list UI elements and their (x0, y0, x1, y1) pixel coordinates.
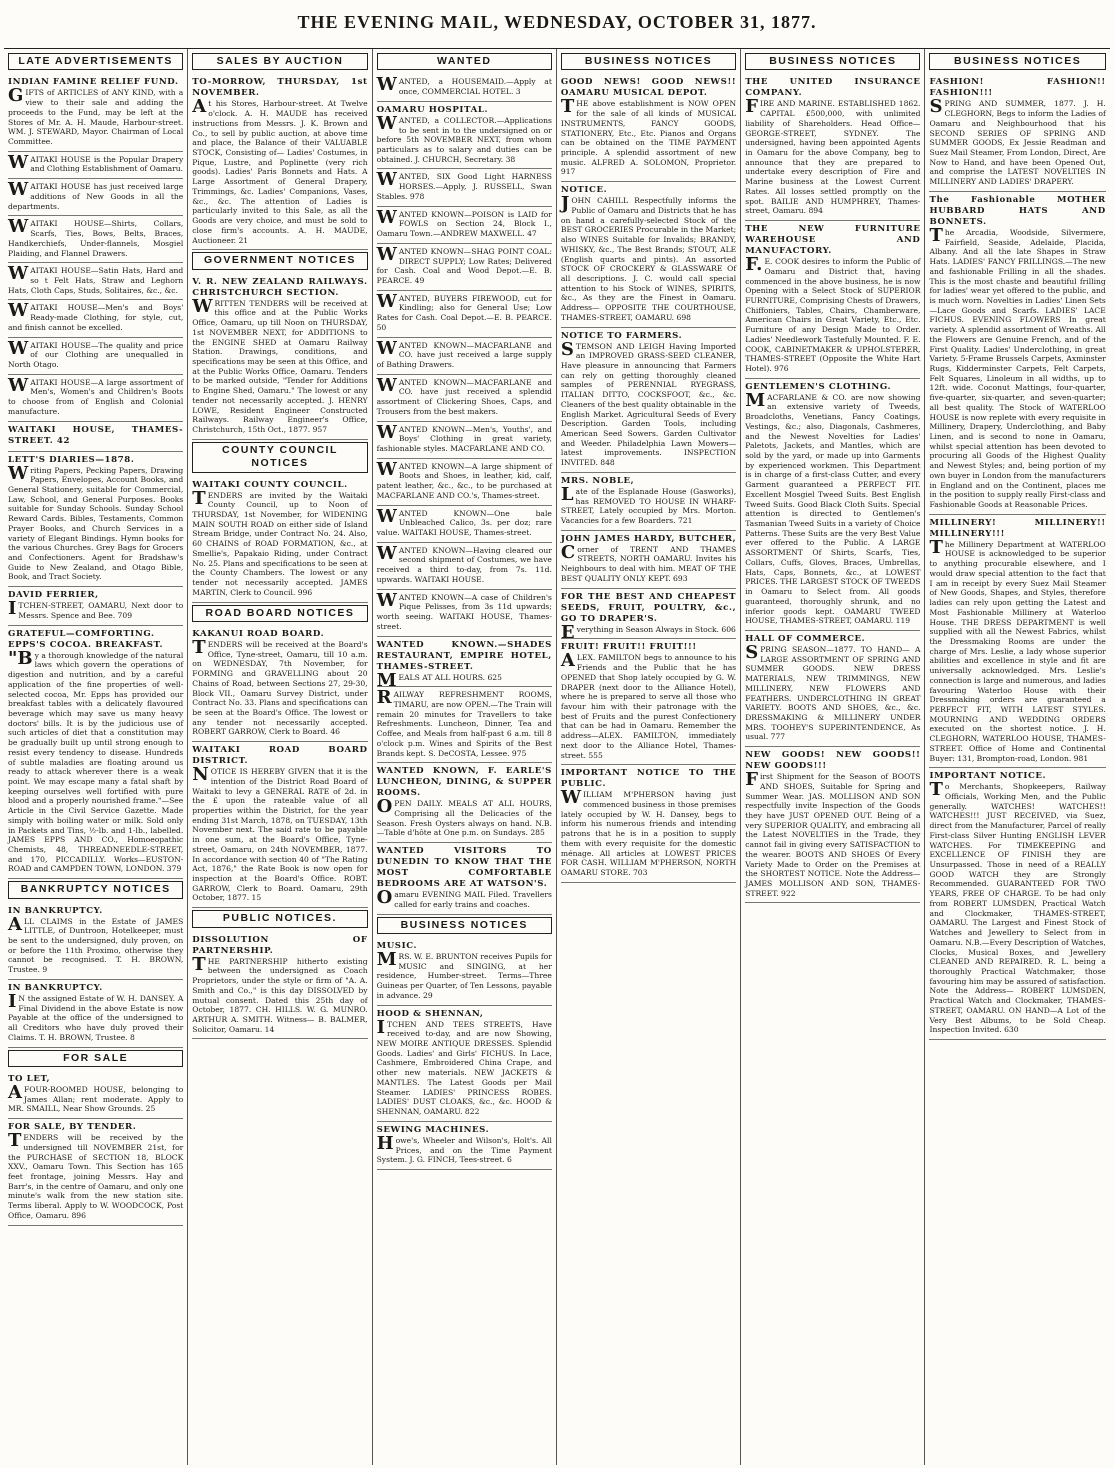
advertisement (377, 207, 552, 244)
ad-body: WILLIAM M'PHERSON having just commenced business in those premises lately occupied by W. H. Dansey, begs to inform his numerous friends and intending patrons that he is in a position to supply them with every requisite for the domestic ménage. All articles at LOWEST PRICES FOR CASH. WILLIAM M'PHERSON, NORTH OAMARU STORE. 703 (560, 787, 737, 877)
ad-title: IMPORTANT NOTICE TO THE PUBLIC. (560, 768, 737, 790)
ad-body: GIFTS of ARTICLES of ANY KIND, with a view to their sale and adding the proceeds to the Fund, may be left at the Stores of Mr. A. H. Maude, Harbour-street. WM. J. STEWARD, Mayor. Chairman of Local Committee. (8, 85, 184, 147)
advertisement (377, 843, 552, 914)
advertisement (8, 452, 183, 588)
ad-title: WANTED KNOWN, F. EARLE'S LUNCHEON, DINING, & SUPPER ROOMS. (376, 766, 552, 799)
section-header: WANTED (377, 53, 552, 70)
advertisement (376, 637, 552, 691)
ad-body: WANTED, a HOUSEMAID.—Apply at once, COMMERCIAL HOTEL. 3 (376, 74, 552, 97)
advertisement (377, 459, 552, 506)
ad-title: SEWING MACHINES. (376, 1124, 490, 1135)
column-6 (925, 49, 1109, 1465)
ad-title: DISSOLUTION OF PARTNERSHIP. (192, 934, 368, 956)
ad-body: "By a thorough knowledge of the natural laws which govern the operations of digestion and nutrition, and by a careful application of the fine properties of well-selected cocoa, Mr. Epps has provided our breakfast tables with a delicately flavoured beverage which may save us many heavy doctors' bills. It is by the judicious use of such articles of diet that a constitution may be gradually built up until strong enough to resist every tendency to disease. Hundreds of subtle maladies are floating around us ready to attack wherever there is a weak point. We may escape many a fatal shaft by keeping ourselves well fortified with pure blood and a properly nourished frame."—See Article in the Civil Service Gazette. Made simply with boiling water or milk. Sold only in Packets and Tins, ½-lb. and 1-lb., labelled. JAMES EPPS AND CO., Homoeopathic Chemists, 48, THREADNEEDLE-STREET, and 170, PICCADILLY. Works—EUSTON-ROAD and CAMPDEN TOWN, LONDON. 379 (8, 647, 184, 874)
ad-title: GENTLEMEN'S CLOTHING. (745, 381, 892, 392)
advertisement (561, 473, 736, 531)
column-1 (4, 49, 188, 1465)
advertisement (561, 74, 736, 182)
advertisement (192, 477, 367, 603)
ad-title: TO-MORROW, THURSDAY, 1st NOVEMBER. (192, 77, 368, 99)
ad-body: WANTED, BUYERS FIREWOOD, cut for Kindling; also for General Use; Low Rates for Cash. Coal Depot.—E. B. PEARCE. 50 (376, 290, 552, 332)
advertisement (929, 515, 1105, 769)
advertisement (377, 938, 552, 1006)
advertisement (560, 589, 737, 643)
ad-body: FIRE AND MARINE. ESTABLISHED 1862. CAPITAL £500,000, with unlimited liability of Shareholders. Head Office—GEORGE-STREET, SYDNEY. The undersigned, having been appointed Agents in Oamaru for the above Company, beg to announce that they are prepared to undertake every description of Fire and Marine business at the Lowest Current Rates. All losses settled promptly on the spot. BAILIE AND HUMPHREY, Thames-street, Oamaru. 894 (745, 96, 921, 216)
ad-title: JOHN JAMES HARDY, BUTCHER, (560, 533, 737, 544)
advertisement (745, 221, 920, 379)
advertisement (377, 763, 552, 843)
section-header: BUSINESS NOTICES (745, 53, 920, 70)
ad-body: To Merchants, Shopkeepers, Railway Officials, Working Men, and the Public generally. WATCHES! WATCHES!! WATCHES!!! JUST RECEIVED, via Suez, direct from the Manufacturer, Parcel of really First-class Silver Hunting ENGLISH LEVER WATCHES. For TIMEKEEPING and EXCELLENCE OF FINISH they are Unsurpassed. Those in need of a REALLY GOOD WATCH they are Strongly Recommended. GUARANTEED FOR TWO YEARS, FREE OF CHARGE. To be had only from ROBERT LUMSDEN, Practical Watch and Clockmaker, THAMES-STREET, OAMARU. The Largest and Finest Stock of Watches and Jewellery to Select from in Oamaru. N.B.—Every Description of Watches, Clocks, Musical Boxes, and Jewellery CLEANED AND REPAIRED. R. L. being a thoroughly Practical Watchmaker, those favouring him may be assured of satisfaction. Note the Address— ROBERT LUMSDEN, Practical Watch and Clockmaker, THAMES-STREET, OAMARU. ON HAND—A Lot of the Very Best Albums, to be Sold Cheap. Inspection Invited. 630 (929, 779, 1106, 1035)
ad-title: NOTICE. (560, 185, 608, 196)
ad-title: INDIAN FAMINE RELIEF FUND. (8, 77, 179, 88)
advertisement (929, 768, 1105, 1040)
ad-body: JOHN CAHILL Respectfully informs the Public of Oamaru and Districts that he has on hand a carefully-selected Stock of the BEST GROCERIES Procurable in the Market; also WINES Suitable for Invalids; BRANDY, WHISKY, &c., The Best Brands; STOUT, ALE (English quarts and pints). An assorted STOCK OF CROCKERY & GLASSWARE Of all descriptions. J. C. would call special attention to his Stock of WINES, SPIRITS, &c., As they are the Finest in Oamaru. Address— OPPOSITE THE COURTHOUSE, THAMES-STREET, OAMARU. 698 (560, 193, 737, 322)
ad-title: IN BANKRUPTCY. (8, 905, 103, 916)
ad-body: First Shipment for the Season of BOOTS AND SHOES, Suitable for Spring and Summer Wear. JAS. MOLLISON AND SON respectfully invite Inspection of the Goods they have JUST OPENED OUT. Being of a very SUPERIOR QUALITY, and embracing all the Latest NOVELTIES in the Trade, they cannot fail in giving every SATISFACTION to the wearer. BOOTS AND SHOES Of Every Variety Made to Order on the Premises at the SHORTEST NOTICE. Note the Address— JAMES MOLLISON AND SON, THAMES-STREET. 922 (745, 769, 921, 898)
ad-title: V. R. NEW ZEALAND RAILWAYS. CHRISTCHURCH SECTION. (192, 276, 368, 298)
ad-body: At his Stores, Harbour-street. At Twelve o'clock. A. H. MAUDE has received instructions from Messrs. J. K. Brown and Co., to sell by public auction, at above time and place, the Balance of their VALUABLE STOCK, Consisting of— Ladies' Costumes, in Pique, Lustre, and Poplinette (very rich goods). Ladies' Paris Bonnets and Hats. A Large Assortment of General Drapery, Trimmings, &c. Ladies' Companions, Vases, &c., &c. The attention of Ladies is particularly invited to this Sale, as all the Goods are very choice, and must be sold to close firm's accounts. A. H. MAUDE, Auctioneer. 21 (192, 96, 368, 245)
ad-body: STEMSON AND LEIGH Having Imported an IMPROVED GRASS-SEED CLEANER, Have pleasure in announcing that Farmers can rely on getting thoroughly cleaned samples of PERENNIAL RYEGRASS, ITALIAN DITTO, COCKSFOOT, &c., &c. Cleaners of the best quality obtainable in the English Market. Agricultural Seeds of Every Description. Garden Tools, including American Seed Sowers. Garden Cultivator and Weeder. Philadelphia Lawn Mowers—latest improvements. INSPECTION INVITED. 848 (560, 338, 737, 468)
advertisement (377, 375, 552, 422)
ad-body: Corner of TRENT AND THAMES STREETS, NORTH OAMARU. Invites his Neighbours to deal with him. MEAT OF THE BEST QUALITY ONLY KEPT. 693 (560, 541, 737, 583)
ad-title: The Fashionable MOTHER HUBBARD HATS AND BONNETS. (929, 194, 1106, 227)
ad-title: OAMARU HOSPITAL. (376, 104, 489, 115)
advertisement (8, 903, 183, 980)
ad-body: Late of the Esplanade House (Gasworks), has REMOVED TO HOUSE IN WHARF-STREET, Lately occupied by Mrs. Morton. Vacancies for a few Boarders. 721 (560, 483, 737, 526)
ad-title: WAITAKI ROAD BOARD DISTRICT. (192, 745, 368, 767)
ad-body: WANTED KNOWN—MACFARLANE and CO. have just received a splendid assortment of Clickering Shoes, Caps, and Trousers from the best makers. (376, 374, 552, 416)
section-header: FOR SALE (8, 1050, 183, 1067)
advertisement (377, 506, 552, 543)
ad-title: THE NEW FURNITURE WAREHOUSE AND MANUFACTORY. (745, 224, 921, 257)
ad-title: IN BANKRUPTCY. (8, 982, 103, 993)
advertisement (561, 531, 736, 589)
ad-title: MRS. NOBLE, (560, 475, 635, 486)
advertisement (377, 291, 552, 338)
ad-body: WANTED KNOWN—SHAG POINT COAL: DIRECT SUPPLY; Low Rates; Delivered for Cash. Coal and Wood Depot.—E. B. PEARCE. 49 (376, 243, 552, 285)
ad-body: ALL CLAIMS in the Estate of JAMES LITTLE, of Duntroon, Hotelkeeper, must be sent to the undersigned, duly proven, on or before the 11th Proximo, otherwise they cannot be recognised. T. H. BROWN, Trustee. 9 (8, 913, 184, 975)
advertisement (377, 687, 552, 763)
ad-body: IN the assigned Estate of W. H. DANSEY. A Final Dividend in the above Estate is now Payable at the office of the undersigned to all Creditors who have duly proved their Claims. T. H. BROWN, Trustee. 8 (8, 990, 184, 1042)
section-header: ROAD BOARD NOTICES (192, 605, 367, 622)
ad-title: FRUIT! FRUIT!! FRUIT!!! (560, 642, 697, 653)
ad-body: MEALS AT ALL HOURS. 625 (376, 669, 502, 691)
ad-title: FOR SALE, BY TENDER. (8, 1122, 137, 1133)
ad-body: THE above establishment is NOW OPEN for the sale of all kinds of MUSICAL INSTRUMENTS, FANCY GOODS, STATIONERY, Etc., Etc. Pianos and Organs can be obtained on the TIME PAYMENT principle. A splendid assortment of new music. ALFRED A. SOLOMON, Proprietor. 917 (560, 96, 737, 177)
ad-body: The Arcadia, Woodside, Silvermere, Fairfield, Seaside, Adelaide, Placida, Albany. And all the late Shapes in Straw Hats. LADIES' FANCY FRILLINGS.—The new and fashionable Frilling in all the shades. This is the most chaste and beautiful frilling for ladies' wear yet offered to the public, and is much worn. Novelties in Ladies' Linen Sets—Lace Goods and Scarfs. LADIES' LACE FICHUS. EVENING FLOWERS In great variety. A splendid assortment of Wreaths. All the Flowers are Genuine French, and of the First Quality. Ladies' Underclothing, in great Variety. 5-Frame Brussels Carpets, Axminster Rugs, Kidderminster Carpets, Felt Carpets, Felt Squares, Linoleum in all widths, up to 12ft. wide. Coconut Mattings, four-quarter, five-quarter, six-quarter, and seven-quarter; all best quality. The Stock of WATERLOO HOUSE is now replete with every requisite in Millinery, Drapery, Underclothing, and Baby Linen, and is second to none in Oamaru, whilst special attention has been devoted to procuring all Goods of the Highest Quality and Newest Styles; and, being portion of my own buyer in London from the manufacturers in England and on the Continent, places me in the position to supply really First-class and Fashionable Goods at Reasonable Prices. (929, 224, 1106, 510)
advertisement (377, 74, 552, 101)
advertisement (192, 932, 367, 1040)
ad-body: WAITAKI HOUSE—A large assortment of Men's, Women's and Children's Boots to choose from of English and Colonial manufacture. (8, 374, 184, 416)
ad-title: NOTICE TO FARMERS. (560, 330, 683, 341)
ad-body: WANTED KNOWN—Men's, Youths', and Boys' Clothing in great variety, fashionable styles. MACFARLANE AND CO. (376, 421, 552, 453)
section-header: PUBLIC NOTICES. (192, 910, 367, 927)
ad-body: MACFARLANE & CO. are now showing an extensive variety of Tweeds, Broadcloths, Venetians, Fancy Coatings, Vestings, &c.; also, Diagonals, Cashmeres, and the Newest Novelties for Ladies' Paletots, Jackets, and Mantles, which are sold by the yard, or made up into Garments by experienced workmen. This Department is in charge of a first-class Cutter, and every Garment guaranteed a PERFECT FIT. Excellent Mosgiel Tweed Suits. Best English Tweed Suits. Good Black Cloth Suits. Special attention is directed to Gentlemen's Tasmanian Tweed Suits in a variety of Choice Patterns. These Suits are the very Best Value ever offered to the Public. A LARGE ASSORTMENT Of Shirts, Scarfs, Ties, Collars, Cuffs, Gloves, Braces, Umbrellas, Hats, Caps, Bonnets, &c., at LOWEST PRICES. THE LARGEST STOCK OF TWEEDS in Oamaru to Select from. All goods guaranteed, thoroughly shrunk, and no inferior goods kept. OAMARU TWEED HOUSE, THAMES-STREET, OAMARU. 119 (745, 389, 921, 626)
advertisement (745, 747, 920, 903)
advertisement (377, 543, 552, 590)
ad-title: HALL OF COMMERCE. (745, 633, 866, 644)
advertisement (377, 169, 552, 206)
ad-title: LETT'S DIARIES—1878. (8, 454, 135, 465)
ad-title: FOR THE BEST AND CHEAPEST SEEDS, FRUIT, POULTRY, &c., GO TO DRAPER'S. (560, 591, 737, 624)
column-2 (188, 49, 372, 1465)
ad-title: NEW GOODS! NEW GOODS!! NEW GOODS!!! (745, 750, 921, 772)
advertisement (192, 626, 367, 742)
ad-title: WANTED VISITORS TO DUNEDIN TO KNOW THAT THE MOST COMFORTABLE BEDROOMS ARE AT WATSON'S. (376, 846, 552, 890)
advertisement (745, 379, 920, 631)
ad-title: WAITAKI HOUSE, THAMES-STREET. 42 (8, 424, 184, 446)
advertisement (8, 422, 183, 452)
advertisement (8, 1119, 183, 1225)
ad-body: The Millinery Department at WATERLOO HOUSE is acknowledged to be superior to anything procurable elsewhere, and I would draw special attention to the fact that I am in receipt by every Suez Mail Steamer of New Goods, Shapes, and Styles, therefore ladies can rely upon getting the Latest and Most Fashionable Millinery at Waterloo House. THE DRESS DEPARTMENT is well supplied with all the Newest Fabrics, whilst the Dressmaking Rooms are under the charge of Mrs. Leslie, a lady whose superior abilities and excellence in style and fit are universally acknowledged. Mrs. Leslie's connection is large and numerous, and ladies favouring Waterloo House with their Dressmaking orders are guaranteed a PERFECT FIT, WITH LATEST STYLES. MOURNING AND WEDDING ORDERS executed on the shortest notice. J. H. CLEGHORN, WATERLOO HOUSE, THAMES-STREET. Office of Home and Continental Buyer: 131, Brompton-road, London. 981 (929, 536, 1106, 763)
ad-title: KAKANUI ROAD BOARD. (192, 628, 325, 639)
section-header: BUSINESS NOTICES (561, 53, 736, 70)
column-4 (557, 49, 741, 1465)
ad-body: WANTED KNOWN—One bale Unbleached Calico, 3s. per doz; rare value. WAITAKI HOUSE, Thames-street. (376, 505, 552, 538)
advertisement (561, 182, 736, 327)
ad-body: SPRING SEASON—1877. TO HAND— A LARGE ASSORTMENT OF SPRING AND SUMMER GOODS. NEW DRESS MATERIALS, NEW TRIMMINGS, NEW MILLINERY, NEW FLOWERS AND FEATHERS. UNDERCLOTHING IN GREAT VARIETY. BOOTS AND SHOES, &c., &c. DRESSMAKING & MILLINERY UNDER MRS. TOOHEY'S SUPERINTENDENCE, As usual. 777 (745, 641, 921, 742)
ad-title: GOOD NEWS! GOOD NEWS!! OAMARU MUSICAL DEPOT. (560, 77, 737, 99)
advertisement (377, 244, 552, 291)
ad-body: TENDERS are invited by the Waitaki County Council, up to Noon of THURSDAY, 1st November, for WIDENING MAIN SOUTH ROAD on either side of Island Stream Bridge, under Contract No. 24. Also, 60 CHAINS of ROAD FORMATION, &c., at Smellie's, Papakaio Riding, under Contract No. 25. Plans and specifications to be seen at the County Chambers. The lowest or any tender not necessarily accepted. JAMES MARTIN, Clerk to Council. 996 (192, 487, 368, 597)
ad-body: F.E. COOK desires to inform the Public of Oamaru and District that, having commenced in the above business, he is now Opening with a Select Stock of SUPERIOR FURNITURE, Comprising Chests of Drawers, Chiffoniers, Tables, Chairs, Chamberware, American Chairs in Great Variety, Etc., Etc. Furniture of any Design Made to Order. Ladies' Needlework Tastefully Mounted. F. E. COOK, CABINETMAKER & UPHOLSTERER, THAMES-STREET (Opposite the White Hart Hotel). 976 (745, 254, 921, 373)
ad-body: WAITAKI HOUSE—Shirts, Collars, Scarfs, Ties, Bows, Belts, Braces, Handkerchiefs, Under-flannels, Mosgiel Plaiding, and Flannel Drawers. (8, 216, 184, 258)
ad-title: THE UNITED INSURANCE COMPANY. (745, 77, 921, 99)
ad-body: WAITAKI HOUSE—The quality and price of our Clothing are unequalled in North Otago. (8, 337, 184, 369)
section-header: BANKRUPTCY NOTICES (8, 881, 183, 898)
ad-body: OPEN DAILY. MEALS AT ALL HOURS, Comprising all the Delicacies of the Season. Fresh Oysters always on hand. N.B.—Table d'hôte at One p.m. on Sundays. 285 (376, 796, 552, 838)
ad-title: WAITAKI COUNTY COUNCIL. (192, 479, 348, 490)
advertisement (377, 1006, 552, 1122)
ad-body: WANTED, a COLLECTOR.—Applications to be sent in to the undersigned on or before 5th NOVEMBER NEXT, from whom particulars as to salary and duties can be obtained. J. CHURCH, Secretary. 38 (376, 112, 552, 164)
advertisement (8, 626, 183, 880)
advertisement (745, 631, 920, 747)
advertisement (8, 300, 183, 337)
advertisement (8, 980, 183, 1048)
advertisement (561, 328, 736, 473)
ad-body: WAITAKI HOUSE is the Popular Drapery and Clothing Establishment of Oamaru. (8, 151, 184, 174)
ad-title: GRATEFUL—COMFORTING. EPPS'S COCOA. BREAKFAST. (8, 628, 164, 650)
advertisement (377, 590, 552, 637)
ad-body: ITCHEN AND TEES STREETS, Have received to-day, and are now Showing, NEW MOIRE ANTIQUE DRESSES. Splendid Goods. Ladies' and Girls' FICHUS. In Lace, Cashmere, Embroidered China Crape, and other new materials. NEW JACKETS & MANTLES. The Latest Goods per Mail Steamer. LADIES' PRINCESS ROBES. LADIES' DUST CLOAKS, &c., &c. HOOD & SHENNAN, OAMARU. 822 (376, 1016, 552, 1117)
ad-body: TENDERS will be received at the Board's Office, Tyne-street, Oamaru, till 10 a.m. on WEDNESDAY, 7th November, for FORMING and GRAVELLING about 20 Chains of Road, between Sections 27, 29-30, Block VII., Oamaru Survey District, under Contract No. 33. Plans and specifications can be seen at the Board's Office. The lowest or any tender not necessarily accepted. ROBERT GARROW, Clerk to Board. 46 (192, 636, 368, 737)
advertisement (8, 587, 183, 625)
advertisement (8, 1071, 183, 1119)
column-5 (741, 49, 925, 1465)
advertisement (192, 742, 367, 908)
ad-body: WANTED KNOWN—POISON is LAID for FOWLS on Section 24, Block I., Oamaru Town.—ANDREW MAXWELL. 47 (376, 206, 552, 239)
ad-body: WANTED KNOWN—A case of Children's Pique Pelisses, from 3s 11d upwards; worth seeing. WAITAKI HOUSE, Thames-street. (376, 589, 552, 631)
ad-body: WANTED KNOWN—A large shipment of Boots and Shoes, in leather, kid, calf, patent leather, &c., &c., to be purchased at MACFARLANE AND CO.'s, Thames-street. (376, 458, 552, 500)
ad-body: WRITTEN TENDERS will be received at this office and at the Public Works Office, Oamaru, up till Noon on THURSDAY, 1st NOVEMBER NEXT, for ADDITIONS to the ENGINE SHED at Oamaru Railway Station. Drawings, conditions, and specifications may be seen at this Office, and at the Public Works Office, Oamaru. Tenders to be marked outside, "Tender for Additions to Engine Shed, Oamaru." The lowest or any tender not necessarily accepted. J. HENRY LOWE, Resident Engineer Constructed Railways. Railway Engineer's Office, Christchurch, 15th Oct., 1877. 957 (192, 295, 368, 434)
ad-title: MUSIC. (376, 941, 418, 951)
advertisement (561, 639, 736, 765)
ad-title: IMPORTANT NOTICE. (929, 771, 1047, 782)
ad-title: HOOD & SHENNAN, (376, 1008, 484, 1019)
ad-body: NOTICE IS HEREBY GIVEN that it is the intention of the District Road Board of Waitaki to levy a GENERAL RATE of 2d. in the £ upon the rateable value of all properties within the District, for the year ending 31st March, 1878, on TUESDAY, 13th November next. The said rate to be payable in one sum, at the Board's Office, Tyne-street, Oamaru, on 24th NOVEMBER, 1877. In accordance with section 40 of "The Rating Act, 1876," the Rate Book is now open for inspection at the Board's Office. ROBT. GARROW, Clerk to Board. Oamaru, 29th October, 1877. 15 (192, 764, 368, 903)
advertisement (192, 74, 367, 250)
ad-body: MRS. W. E. BRUNTON receives Pupils for MUSIC and SINGING, at her residence, Humber-street. Terms—Three Guineas per Quarter, of Ten Lessons, payable in advance. 29 (376, 949, 552, 1000)
section-header: GOVERNMENT NOTICES (192, 252, 367, 269)
section-header: BUSINESS NOTICES (929, 53, 1105, 70)
advertisement (377, 422, 552, 459)
ad-body: AFOUR-ROOMED HOUSE, belonging to James Allan; rent moderate. Apply to MR. SMAILL, Near Show Grounds. 25 (8, 1081, 184, 1114)
ad-body: Everything in Season Always in Stock. 606 (560, 621, 736, 643)
ad-body: Howe's, Wheeler and Wilson's, Holt's. All Prices, and on the Time Payment System. J. G. FINCH, Tees-street. 6 (376, 1132, 552, 1165)
advertisement (8, 263, 183, 300)
advertisement (377, 1122, 552, 1170)
ad-body: WAITAKI HOUSE—Satin Hats, Hard and so t Felt Hats, Straw and Leghorn Hats, Cloth Caps, Studs, Solitaires, &c., &c. (8, 263, 184, 295)
advertisement (745, 74, 920, 221)
ad-body: WAITAKI HOUSE—Men's and Boys' Ready-made Clothing, for style, cut, and finish cannot be excelled. (8, 300, 184, 332)
advertisement (8, 179, 183, 216)
ad-title: DAVID FERRIER, (8, 590, 99, 601)
advertisement (8, 338, 183, 375)
ad-body: WANTED, SIX Good Light HARNESS HORSES.—Apply, J. RUSSELL, Swan Stables. 978 (376, 169, 552, 201)
ad-body: THE PARTNERSHIP hitherto existing between the undersigned as Coach Proprietors, under the style or firm of "A. A. Smith and Co.," is this day DISSOLVED by mutual consent. Dated this 25th day of October, 1877. CH. HILLS. W. G. MUNRO. ARTHUR A. SMITH. Witness— B. BALMER, Solicitor, Oamaru. 14 (192, 953, 368, 1034)
section-header: LATE ADVERTISEMENTS (8, 53, 183, 70)
ad-body: WANTED KNOWN—Having cleared our second shipment of Costumes, we have received a third to-day, from 7s. 11d. upwards. WAITAKI HOUSE. (376, 542, 552, 584)
ad-title: TO LET, (8, 1073, 51, 1084)
ad-body: RAILWAY REFRESHMENT ROOMS, TIMARU, are now OPEN.—The Train will remain 20 minutes for Travellers to take Refreshments. Luncheon, Dinner, Tea and Coffee, and Meals from half-past 6 a.m. till 8 o'clock p.m. Wines and Spirits of the Best Brands kept. S. DeCOSTA, Lessee. 975 (376, 687, 552, 758)
advertisement (192, 274, 367, 440)
newspaper-page (4, 48, 1110, 1465)
ad-title: MILLINERY! MILLINERY!! MILLINERY!!! (929, 517, 1106, 539)
advertisement (8, 152, 183, 179)
ad-body: Writing Papers, Pecking Papers, Drawing Papers, Envelopes, Account Books, and General Stationery, suitable for Commercial, Law, School, and General Purposes. Books suitable for Sunday Schools. Sunday School Reward Cards. Bibles, Testaments, Common Prayer Books, and Church Services in a variety of Elegant Bindings. Hymn books for the various Churches. Grey Bags for Grocers and Confectioners. Agent for Bradshaw's Guide to New Zealand, and Otago Bible, Book, and Tract Society. (8, 462, 184, 582)
ad-body: SPRING AND SUMMER, 1877. J. H. CLEGHORN, Begs to inform the Ladies of Oamaru and Neighbourhood that his SECOND SERIES OF SPRING AND SUMMER GOODS, Ex Jessie Readman and Suez Mail Steamer, From London, Direct, Are Now to Hand, and have been Opened Out, and comprise the LATEST NOVELTIES IN MILLINERY AND LADIES' DRAPERY. (929, 96, 1106, 187)
ad-title: FASHION! FASHION!! FASHION!!! (929, 77, 1106, 99)
masthead: THE EVENING MAIL, WEDNESDAY, OCTOBER 31, 1877. (297, 12, 817, 32)
section-header: SALES BY AUCTION (192, 53, 367, 70)
advertisement (561, 765, 736, 882)
ad-body: Oamaru EVENING MAIL Filed. Travellers called for early trains and coaches. (376, 887, 552, 909)
advertisement (377, 338, 552, 375)
advertisement (377, 102, 552, 170)
ad-body: TENDERS will be received by the undersigned till NOVEMBER 21st, for the PURCHASE of SECTION 18, BLOCK XXV., Oamaru Town. This Section has 165 feet frontage, joining Messrs. Hay and Barr's, in the centre of Oamaru, and only one minute's walk from the new station site. Terms liberal. Apply to W. WOODCOCK, Post Office, Oamaru. 896 (8, 1130, 184, 1220)
ad-body: WAITAKI HOUSE has just received large additions of New Goods in all the departments. (8, 179, 184, 211)
ad-body: WANTED KNOWN—MACFARLANE and CO. have just received a large supply of Bathing Drawers. (376, 337, 552, 369)
advertisement (8, 375, 183, 422)
ad-title: WANTED KNOWN.—SHADES RESTAURANT, EMPIRE HOTEL, THAMES-STREET. (376, 639, 552, 672)
section-header: COUNTY COUNCIL NOTICES (192, 442, 367, 473)
advertisement (929, 74, 1105, 191)
ad-body: ALEX. FAMILTON begs to announce to his Friends and the Public that he has OPENED that Shop lately occupied by G. W. DRAPER (next door to the Alliance Hotel), where he is prepared to serve all those who favour him with their patronage with the best of Fruits and the purest Confectionery that can be had in Oamaru. Remember the address—ALEX. FAMILTON, immediately next door to the Alliance Hotel, Thames-street. 555 (560, 650, 737, 760)
column-3 (373, 49, 557, 1465)
section-header: BUSINESS NOTICES (377, 917, 552, 934)
advertisement (8, 216, 183, 263)
ad-body: ITCHEN-STREET, OAMARU, Next door to Messrs. Spence and Bee. 709 (8, 598, 184, 620)
advertisement (929, 192, 1105, 515)
advertisement (8, 74, 183, 151)
